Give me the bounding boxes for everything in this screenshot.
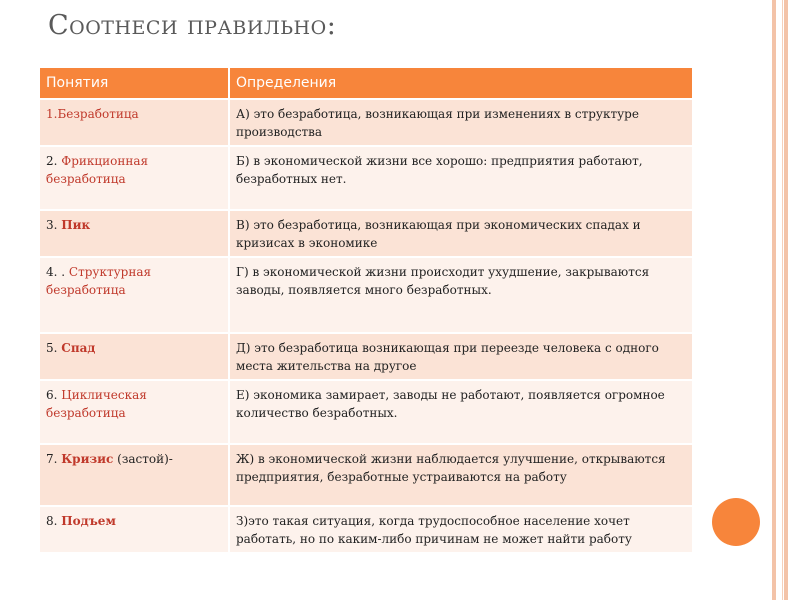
definition-cell: З)это такая ситуация, когда трудоспособное население хочет работать, но по каким-либо причинам не может найти работу: [230, 507, 692, 552]
definition-cell: А) это безработица, возникающая при изменениях в структуре производства: [230, 100, 692, 145]
matching-table: [40, 66, 692, 554]
term-text: Кризис: [61, 452, 114, 466]
definition-cell: Г) в экономической жизни происходит ухудшение, закрываются заводы, появляется много безработных.: [230, 258, 692, 332]
table-row: [40, 381, 692, 443]
table-header-row: [40, 68, 692, 98]
table-row: [40, 507, 692, 552]
decorative-circle: [712, 498, 760, 546]
table-row: [40, 258, 692, 332]
term-number: 7.: [46, 452, 62, 466]
term-text: Структурная безработица: [46, 265, 152, 297]
term-cell: [40, 100, 230, 145]
header-concepts: Понятия: [40, 68, 230, 98]
term-cell: [40, 445, 230, 505]
term-text: Фрикционная безработица: [46, 154, 149, 186]
table-row: [40, 100, 692, 145]
term-text: Спад: [61, 341, 96, 355]
definition-cell: Д) это безработица возникающая при переезде человека с одного места жительства на другое: [230, 334, 692, 379]
term-number: 8.: [46, 514, 62, 528]
decorative-border: [772, 0, 788, 600]
table-row: [40, 147, 692, 209]
table-row: [40, 334, 692, 379]
term-number: 6.: [46, 388, 62, 402]
term-cell: [40, 334, 230, 379]
page-title: Соотнеси правильно:: [48, 10, 337, 41]
table-row: [40, 211, 692, 256]
term-text: Пик: [61, 218, 91, 232]
term-number: 5.: [46, 341, 62, 355]
definition-cell: Б) в экономической жизни все хорошо: предприятия работают, безработных нет.: [230, 147, 692, 209]
decorative-border-line: [782, 0, 783, 600]
term-cell: [40, 211, 230, 256]
term-cell: [40, 381, 230, 443]
term-suffix: (застой)-: [113, 452, 173, 466]
header-definitions: Определения: [230, 68, 692, 98]
definition-cell: Ж) в экономической жизни наблюдается улучшение, открываются предприятия, безработные устраиваются на работу: [230, 445, 692, 505]
term-text: 1.Безработица: [46, 107, 139, 121]
table-row: [40, 445, 692, 505]
term-cell: [40, 147, 230, 209]
term-text: Циклическая безработица: [46, 388, 147, 420]
definition-cell: В) это безработица, возникающая при экономических спадах и кризисах в экономике: [230, 211, 692, 256]
term-cell: [40, 258, 230, 332]
term-cell: [40, 507, 230, 552]
term-number: 3.: [46, 218, 62, 232]
term-text: Подъем: [61, 514, 116, 528]
definition-cell: Е) экономика замирает, заводы не работают, появляется огромное количество безработных.: [230, 381, 692, 443]
term-number: 2.: [46, 154, 62, 168]
term-number: 4. .: [46, 265, 69, 279]
